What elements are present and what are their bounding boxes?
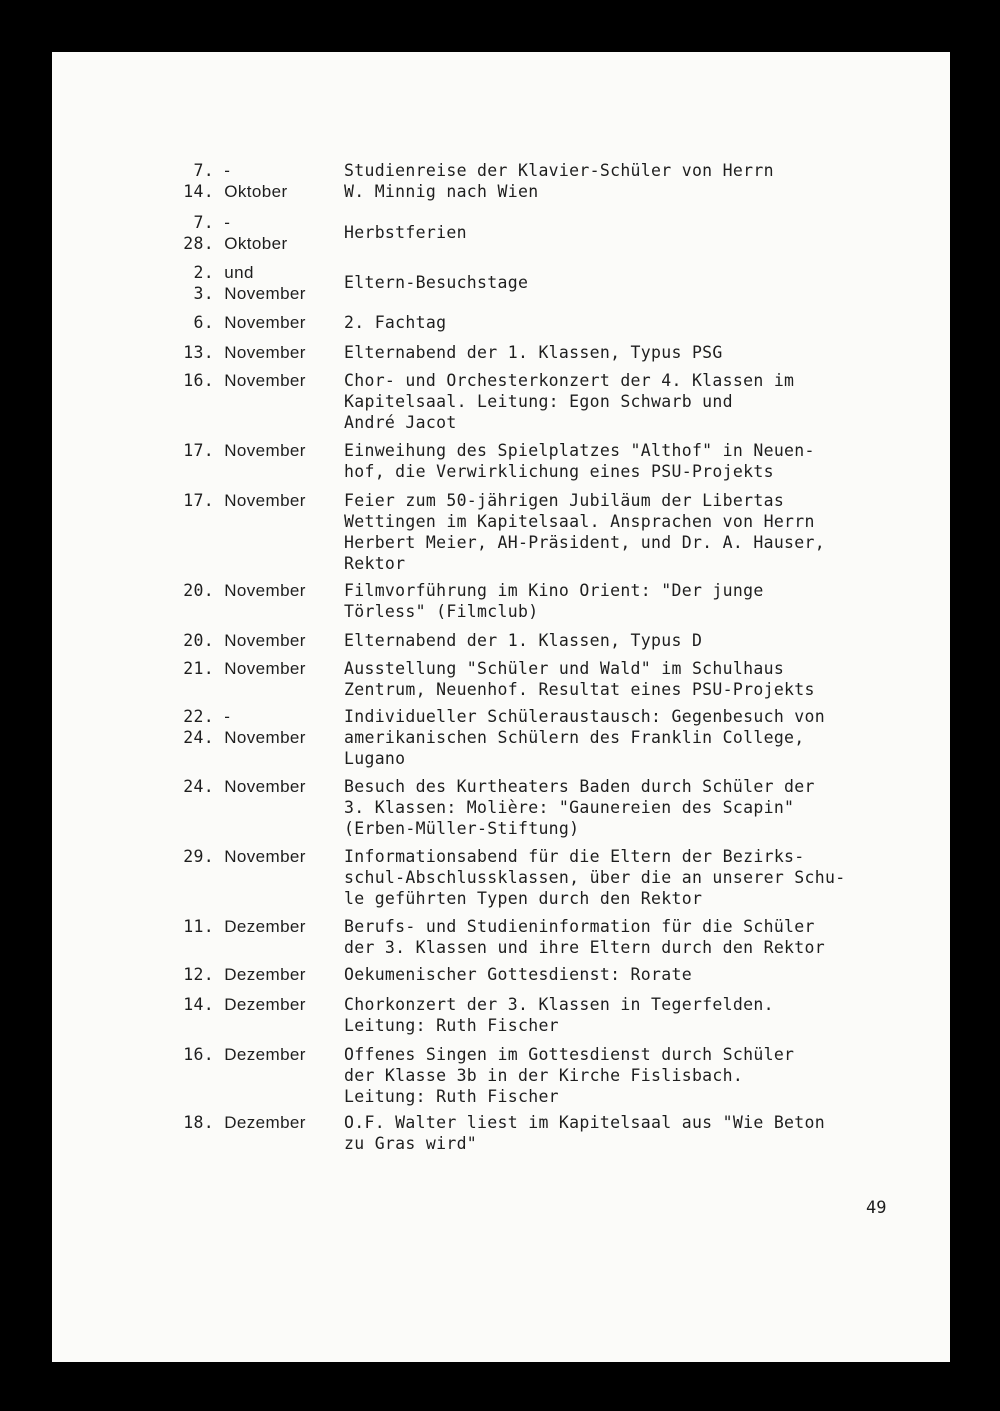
event-date-line [168,233,338,254]
event-date [168,994,338,1015]
event-month: November [224,491,306,510]
event-description [344,994,904,1036]
event-date [168,342,338,363]
event-description-line: der Klasse 3b in der Kirche Fislisbach. [344,1066,744,1085]
event-day: 14. [183,995,214,1014]
event-month: November [224,728,306,747]
event-date-line [168,312,338,333]
event-description [344,1044,904,1107]
event-date [168,370,338,391]
event-description [344,160,904,202]
event-day: 20. [183,581,214,600]
event-date [168,580,338,601]
event-description-line: Ausstellung "Schüler und Wald" im Schulhaus [344,659,785,678]
event-day: 13. [183,343,214,362]
event-day: 16. [183,1045,214,1064]
event-day: 21. [183,659,214,678]
event-month: und [224,263,254,282]
event-description-line: Einweihung des Spielplatzes "Althof" in Neuen- [344,441,815,460]
event-description-line: André Jacot [344,413,457,432]
event-description-line: Feier zum 50-jährigen Jubiläum der Libertas [344,491,785,510]
event-description [344,342,904,363]
event-description-line: W. Minnig nach Wien [344,182,539,201]
event-day: 17. [183,491,214,510]
event-date [168,312,338,333]
event-description-line: Besuch des Kurtheaters Baden durch Schüler der [344,777,815,796]
event-description-line: Eltern-Besuchstage [344,273,529,292]
event-description-line: Leitung: Ruth Fischer [344,1087,559,1106]
event-month: November [224,343,306,362]
event-date [168,776,338,797]
event-description-line: Individueller Schüleraustausch: Gegenbesuch von [344,707,825,726]
event-description-line: le geführten Typen durch den Rektor [344,889,703,908]
event-description-line: Studienreise der Klavier-Schüler von Herrn [344,161,774,180]
event-date-line [168,262,338,283]
event-description [344,272,904,293]
event-date [168,630,338,651]
event-day: 29. [183,847,214,866]
event-description [344,1112,904,1154]
event-description-line: (Erben-Müller-Stiftung) [344,819,580,838]
event-description [344,846,904,909]
event-date [168,658,338,679]
event-date-line [168,370,338,391]
event-date [168,490,338,511]
event-date-line [168,658,338,679]
event-description-line: Kapitelsaal. Leitung: Egon Schwarb und [344,392,733,411]
event-date [168,160,338,202]
event-month: November [224,847,306,866]
event-description-line: Informationsabend für die Eltern der Bezirks- [344,847,805,866]
event-description [344,370,904,433]
event-day: 16. [183,371,214,390]
event-month: - [224,213,231,232]
event-month: November [224,659,306,678]
event-date-line [168,776,338,797]
event-date-line [168,160,338,181]
event-date-line [168,916,338,937]
event-description-line: Chor- und Orchesterkonzert der 4. Klassen im [344,371,795,390]
event-description-line: Chorkonzert der 3. Klassen in Tegerfelden. [344,995,774,1014]
event-month: - [224,707,231,726]
event-day: 14. [183,182,214,201]
event-day: 24. [183,777,214,796]
event-day: 24. [183,728,214,747]
document-page [52,52,950,1362]
event-date [168,1044,338,1065]
event-day: 6. [193,313,214,332]
event-description-line: Elternabend der 1. Klassen, Typus PSG [344,343,723,362]
event-description-line: Zentrum, Neuenhof. Resultat eines PSU-Projekts [344,680,815,699]
event-description [344,706,904,769]
event-date-line [168,440,338,461]
event-description-line: Herbert Meier, AH-Präsident, und Dr. A. Hauser, [344,533,825,552]
event-description-line: der 3. Klassen und ihre Eltern durch den Rektor [344,938,825,957]
event-day: 28. [183,234,214,253]
event-date-line [168,1112,338,1133]
page-number: 49 [866,1198,887,1218]
event-month: Oktober [224,234,288,253]
event-description-line: Filmvorführung im Kino Orient: "Der junge [344,581,764,600]
event-description-line: Wettingen im Kapitelsaal. Ansprachen von Herrn [344,512,815,531]
event-description-line: zu Gras wird" [344,1134,478,1153]
event-day: 2. [193,263,214,282]
event-month: Dezember [224,965,306,984]
event-month: November [224,581,306,600]
event-date-line [168,964,338,985]
event-date [168,846,338,867]
event-description-line: Rektor [344,554,406,573]
event-description-line: Herbstferien [344,223,467,242]
event-day: 17. [183,441,214,460]
event-list [52,52,950,1362]
event-month: November [224,371,306,390]
event-description-line: Elternabend der 1. Klassen, Typus D [344,631,703,650]
event-description-line: amerikanischen Schülern des Franklin College, [344,728,805,747]
event-day: 3. [193,284,214,303]
event-month: November [224,777,306,796]
event-date-line [168,181,338,202]
event-description [344,440,904,482]
event-description [344,580,904,622]
event-description [344,490,904,574]
event-date [168,440,338,461]
event-description-line: schul-Abschlussklassen, über die an unserer Schu- [344,868,846,887]
event-description-line: Törless" (Filmclub) [344,602,539,621]
event-description [344,776,904,839]
event-date-line [168,727,338,748]
event-description-line: Leitung: Ruth Fischer [344,1016,559,1035]
event-month: November [224,631,306,650]
event-date-line [168,283,338,304]
event-date-line [168,630,338,651]
event-day: 7. [193,213,214,232]
event-day: 12. [183,965,214,984]
event-description [344,658,904,700]
event-day: 11. [183,917,214,936]
event-description-line: Offenes Singen im Gottesdienst durch Schüler [344,1045,795,1064]
event-description-line: 2. Fachtag [344,313,447,332]
event-description-line: Lugano [344,749,406,768]
event-month: November [224,313,306,332]
event-month: Dezember [224,995,306,1014]
event-day: 18. [183,1113,214,1132]
event-description-line: Oekumenischer Gottesdienst: Rorate [344,965,692,984]
event-description [344,964,904,985]
event-date [168,1112,338,1133]
event-month: - [224,161,231,180]
event-date [168,212,338,254]
event-date-line [168,846,338,867]
event-date-line [168,994,338,1015]
event-description-line: O.F. Walter liest im Kapitelsaal aus "Wie Beton [344,1113,825,1132]
event-description [344,630,904,651]
event-date-line [168,1044,338,1065]
event-date-line [168,212,338,233]
event-date [168,262,338,304]
event-date [168,706,338,748]
event-description [344,916,904,958]
event-date-line [168,706,338,727]
event-description-line: 3. Klassen: Molière: "Gaunereien des Scapin" [344,798,795,817]
event-day: 7. [193,161,214,180]
event-month: November [224,441,306,460]
event-description [344,312,904,333]
event-month: Oktober [224,182,288,201]
event-date [168,964,338,985]
event-month: Dezember [224,1113,306,1132]
event-description [344,222,904,243]
event-date-line [168,342,338,363]
event-day: 20. [183,631,214,650]
event-date-line [168,580,338,601]
event-date-line [168,490,338,511]
event-month: November [224,284,306,303]
event-description-line: Berufs- und Studieninformation für die Schüler [344,917,815,936]
event-month: Dezember [224,917,306,936]
event-description-line: hof, die Verwirklichung eines PSU-Projekts [344,462,774,481]
event-day: 22. [183,707,214,726]
event-date [168,916,338,937]
event-month: Dezember [224,1045,306,1064]
